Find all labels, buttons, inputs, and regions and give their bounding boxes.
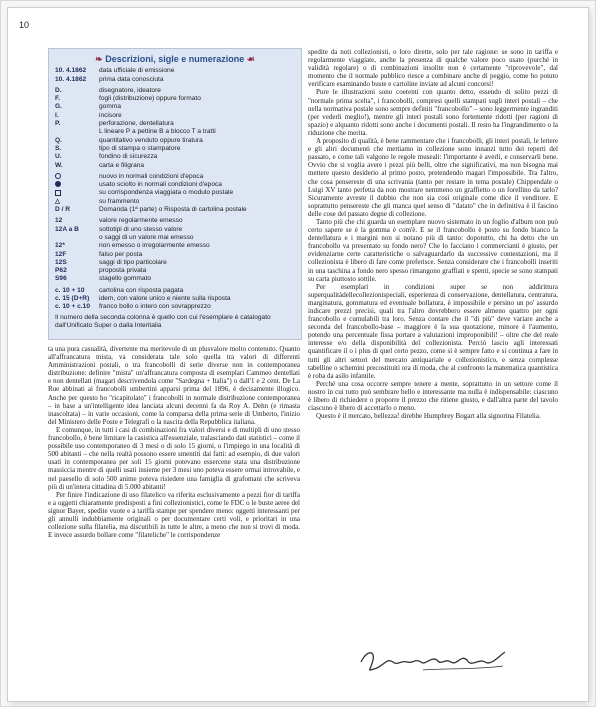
legend-value: idem, con valore unico e niente sulla risposta bbox=[99, 295, 231, 303]
legend-box bbox=[48, 48, 302, 340]
legend-row bbox=[49, 181, 301, 189]
legend-key: S. bbox=[55, 144, 62, 152]
legend-row bbox=[49, 112, 301, 120]
legend-value: su corrispondenza viaggiata o modulo postale bbox=[99, 189, 234, 197]
legend-row bbox=[49, 295, 301, 303]
legend-value: non emesso o irregolarmente emesso bbox=[99, 242, 210, 250]
legend-value: proposta privata bbox=[99, 267, 147, 275]
legend-key: c. 10 + 10 bbox=[55, 286, 85, 294]
legend-value: fondino di sicurezza bbox=[99, 153, 158, 161]
legend-value: saggi di tipo particolare bbox=[99, 258, 167, 266]
legend-title bbox=[49, 55, 301, 63]
legend-value: disegnatore, ideatore bbox=[99, 86, 161, 94]
legend-value: falso per posta bbox=[99, 250, 143, 258]
legend-value: stagello gommato bbox=[99, 275, 152, 283]
legend-key: c. 10 + c.10 bbox=[55, 303, 91, 311]
left-text-column bbox=[48, 345, 300, 539]
legend-row bbox=[49, 275, 301, 283]
right-text-column bbox=[308, 48, 558, 420]
legend-row bbox=[49, 173, 301, 181]
paragraph: Perché una cosa occorre sempre tenere a mente, soprattutto in un settore come il nostro in cui tutto può sembrare bello e interessante ma nulla è indispensabile: ciascuno è libero di richiedere o proporre il prezzo che ritiene giusto, e dall'altra parte del tavolo ciascuno è libero di accettarlo o meno. bbox=[308, 379, 558, 413]
paragraph: A proposito di qualità, è bene rammentare che i francobolli, gli interi postali, le lettere e gli altri documenti che mettiamo in collezione sono innanzi tutto dei reperti del passato, e come tali valgono le regole museali: l'importante è averli, e conservarli bene. Ovvio che si voglia avere i pezzi più belli, oltre che significativi, ma non bisogna mai mettere questo desiderio al primo posto, pretendendo magari l'impossibile. Tra l'altro, che cosa pensereste di una scrivania (tanto per restare in tema postale) Chippendale o Luigi XV tanto perfetta da non mostrare nemmeno un graffietto o un forellino da tarlo? Sicuramente avreste il dubbio che non sia così originale come dice il venditore. E soprattutto pensereste che gli manca quel senso di "datato" che in definitiva è il fascino delle cose del passato degne di collezione. bbox=[308, 137, 558, 218]
legend-key bbox=[55, 128, 99, 136]
legend-row bbox=[49, 259, 301, 267]
legend-row bbox=[49, 162, 301, 170]
paragraph: Tanto più che chi guarda un esemplare nuovo sistemato in un foglio d'album non può certo sapere se è la gomma è com'è. E se il francobollo è posto su fondo bianco la dentellatura e i margini non si notano più di tanto: dopotutto, chi ha detto che un francobollo va presentato su fondo nero? Che lo facciano i commercianti è giusto, per evidenziarne certe caratteristiche o salvaguardarlo da successive contestazioni, ma il collezionista è libero di fare come preferisce. Senza considerare che i francobolli inseriti in una taschina a fondo nero spesso rimangono graffiati e spenti, specie se sono stampati su carta piuttosto sottile. bbox=[308, 217, 558, 283]
legend-value: su frammento bbox=[99, 197, 140, 205]
legend-row bbox=[49, 226, 301, 234]
legend-value: gomma bbox=[99, 103, 121, 111]
legend-key: P. bbox=[55, 120, 61, 128]
legend-key: 10. 4.1862 bbox=[55, 67, 87, 75]
legend-value: perforazione, dentellatura bbox=[99, 120, 174, 128]
legend-row bbox=[49, 87, 301, 95]
legend-key bbox=[55, 234, 99, 242]
legend-key: 12A a B bbox=[55, 225, 79, 233]
fragment-triangle-icon: △ bbox=[55, 197, 61, 205]
legend-value: L lineare P a pettine B a blocco T a tratti bbox=[99, 128, 216, 136]
used-circle-icon bbox=[55, 181, 99, 189]
legend-value: data ufficiale di emissione bbox=[99, 67, 175, 75]
paragraph: spedite da noti collezionisti, o loro dirette, solo per tale ragione: se sono in tariffa e regolarmente viaggiate, anche la presenza di qualche valore poco usato (purché in validità regolare) o di combinazioni insolite non è certamente "riprovevole", dal momento che il normale pubblico riesce a combinare anche di peggio, come ho potuto verificare esaminando buste e cartoline inviate ad alcuni concorsi! bbox=[308, 48, 558, 89]
paragraph: E comunque, in tutti i casi di combinazioni fra valori diversi e di multipli di uno stesso francobollo, è bene limitare la casistica all'essenziale, tralasciando dati statistici – come il possibile uso contemporaneo di 3 mesi o di solo 15 giorni, o l'impiego in una località di 500 abitanti – che nella realtà possono essere smentiti dai fatti: ad esempio, di due valori usati in contemporanea per soli 15 giorni potevano essercene stata una distribuzione massiccia mentre di quelli usati insieme per 3 mesi uno poteva essere ormai introvabile, e nel paesello di solo 500 anime poteva risiedere una famiglia di grafomani che scriveva più di un'intera cittadina di 5.000 abitanti! bbox=[48, 425, 300, 491]
legend-value: tipo di stampa o stampatore bbox=[99, 144, 181, 152]
legend-key: 12F bbox=[55, 250, 67, 258]
legend-value: prima data conosciuta bbox=[99, 75, 164, 83]
legend-key: c. 15 (D+R) bbox=[55, 295, 90, 303]
paragraph: Per esemplari in condizioni super se non addirittura superqualitàdellecollezionispeciali, esperienza di conservazione, dentellatura, centratura, marginatura, gommatura ed eventuale bollatura, è impossibile e persino un po' assurdo indicare prezzi precisi, quali tra l'altro dovrebbero essere almeno quattro per ogni francobollo e cumulabili tra loro. Senza contare che il "di più" deve variare anche a seconda del francobollo-base – maggiore è la sua quotazione, minore è l'aumento, potendo una percentuale fissa portare a valutazioni improponibili! – oltre che del reale interesse e/o della disponibilità del collezionista. Perciò lascio agli interessati quantificare il o i plus di quel certo pezzo, come si è sempre fatto e si continua a fare in tutti gli altri settori del mercato antiquariale e collezionistico, e senza complesse tabelline o schemini precostituiti ora di moda, che al confronto la matematica quantistica è roba da asilo infantile. bbox=[308, 282, 558, 380]
legend-key: 12 bbox=[55, 217, 63, 225]
legend-row bbox=[49, 120, 301, 128]
legend-row bbox=[49, 303, 301, 311]
legend-value: sottotipi di uno stesso valore bbox=[99, 225, 183, 233]
legend-note: Il numero della seconda colonna è quello con cui l'esemplare è catalogato dall'Unificato Super o dalla Interitalia bbox=[55, 313, 271, 329]
legend-value: quantitativo venduto oppure tiratura bbox=[99, 136, 203, 144]
legend-key: F. bbox=[55, 95, 61, 103]
cover-square-icon bbox=[55, 189, 99, 197]
legend-row bbox=[49, 234, 301, 242]
ornament-left-icon: ❧ bbox=[95, 54, 103, 64]
legend-key: 12S bbox=[55, 258, 67, 266]
legend-row bbox=[49, 153, 301, 161]
paragraph: Per finire l'indicazione di uso filatelico va riferita esclusivamente a pezzi fior di tariffa e a oggetti chiaramente predisposti a fini collezionistici, come le FDC o le buste aeree del signor Bayer, spedite vuote e a tariffa stampe per spendere meno: oggetti interessanti per gli annulli indubbiamente originali o per documentare certi voli, e prioritari in una collezione sulla filatelia, ma discutibili in tutte le altre, a meno che non si trovi di moda. E invece assurdo bollare come "filateliche" le corrispondenze bbox=[48, 490, 300, 540]
legend-value: fogli (distribuzione) oppure formato bbox=[99, 95, 201, 103]
legend-row bbox=[49, 198, 301, 206]
legend-key: 12* bbox=[55, 242, 65, 250]
legend-title-text: Descrizioni, sigle e numerazione bbox=[105, 54, 245, 64]
legend-row bbox=[49, 137, 301, 145]
legend-key: D / R bbox=[55, 206, 71, 214]
legend-row bbox=[49, 128, 301, 136]
page-sheet bbox=[8, 8, 588, 701]
page-number: 10 bbox=[19, 20, 30, 30]
legend-row bbox=[49, 95, 301, 103]
paragraph: Pure le illustrazioni sono coerenti con quanto detto, essendo di solito pezzi di "normale prima scelta", i francobolli, compresi quelli stampati sugli interi postali – che nella normativa postale sono sempre definiti "francobollo" – sono leggermente ingranditi (per vederli meglio!), mentre gli interi postali sono fortemente ridotti (per ragioni di spazio) e alquanto ridotti sono anche i documenti postali. Il resto ha l'ingrandimento o la riduzione che merita. bbox=[308, 88, 558, 137]
mint-circle-icon bbox=[55, 173, 99, 181]
legend-value: o saggi di un valore mai emesso bbox=[99, 233, 194, 241]
legend-row bbox=[49, 103, 301, 111]
legend-value: incisore bbox=[99, 111, 122, 119]
legend-value: nuovo in normali condizioni d'epoca bbox=[99, 172, 204, 180]
legend-row bbox=[49, 189, 301, 197]
legend-row bbox=[49, 206, 301, 214]
legend-value: franco bollo o intero con sovrapprezzo bbox=[99, 303, 211, 311]
legend-key: G. bbox=[55, 103, 62, 111]
legend-key: 10. 4.1862 bbox=[55, 75, 87, 83]
paragraph: Questo è il mercato, bellezza! direbbe Humphrey Bogart alla signorina Filatelia. bbox=[316, 412, 541, 421]
legend-key: P62 bbox=[55, 267, 67, 275]
legend-row bbox=[49, 217, 301, 225]
legend-value: cartolina con risposta pagata bbox=[99, 286, 184, 294]
legend-row bbox=[49, 76, 301, 84]
legend-row bbox=[49, 145, 301, 153]
legend-value: Domanda (1ª parte) o Risposta di cartolina postale bbox=[99, 206, 247, 214]
legend-value: carta e filigrana bbox=[99, 161, 145, 169]
legend-row bbox=[49, 67, 301, 75]
legend-key: S96 bbox=[55, 275, 67, 283]
paragraph: ta una pura casualità, divertente ma meritevole di un plusvalore molto contenuto. Quanto all'affrancatura mista, va considerata tale solo quella tra valori di differenti Amministrazioni postali, o tra francobolli di serie diverse non in contemporanea distribuzione: definire "mista" un'affrancatura composta di esemplari Cammeo dentellati e non dentellati (magari descrivendola come "Sardegna + Italia") o dall'1 e 2 cent. De La Rue abbinati ai francobolli umbertini apparsi prima del 1896, è decisamente illogico. Anche per questo ho "ricapitolato" i francobolli in normale distribuzione contemporanea – in base a un'intelligente idea lanciata alcuni decenni fa da Roy A. Dehn (e rimasta inascoltata) – in varie occasioni, come la comparsa della prima serie di Umberto, l'inizio del Ministero delle Poste e Telegrafi o la nascita della Repubblica italiana. bbox=[48, 345, 300, 426]
legend-key: U. bbox=[55, 153, 62, 161]
legend-key: D. bbox=[55, 86, 62, 94]
legend-row bbox=[49, 251, 301, 259]
legend-key: Q. bbox=[55, 136, 62, 144]
legend-rows bbox=[49, 67, 301, 311]
legend-key: W. bbox=[55, 161, 63, 169]
ornament-right-icon: ☙ bbox=[246, 54, 255, 64]
legend-row bbox=[49, 242, 301, 250]
legend-key: I. bbox=[55, 111, 59, 119]
legend-row bbox=[49, 267, 301, 275]
legend-row bbox=[49, 287, 301, 295]
legend-value: usato sciolto in normali condizioni d'epoca bbox=[99, 181, 222, 189]
legend-value: valore regolarmente emesso bbox=[99, 217, 183, 225]
signature-image bbox=[353, 640, 513, 680]
